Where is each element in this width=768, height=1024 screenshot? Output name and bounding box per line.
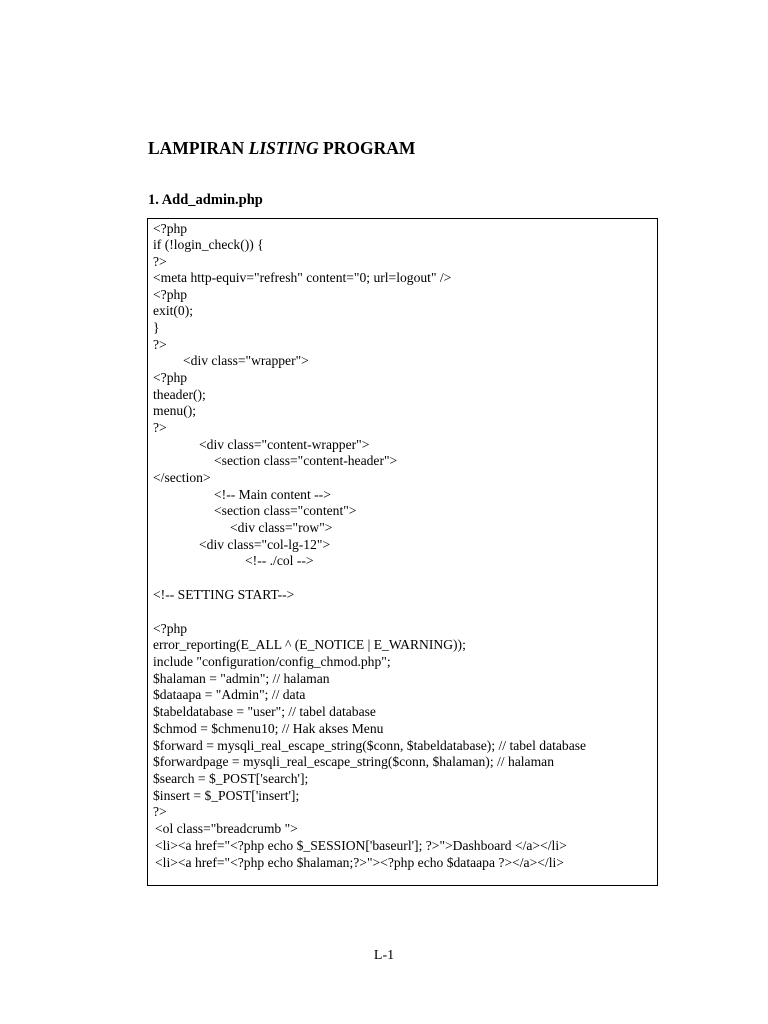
- title-part-1: LAMPIRAN: [148, 138, 249, 158]
- page-title: [148, 138, 415, 159]
- code-line: $halaman = "admin"; // halaman: [153, 671, 330, 686]
- code-line: <div class="row">: [230, 520, 333, 535]
- code-line: <div class="content-wrapper">: [199, 437, 370, 452]
- page-number: L-1: [373, 948, 395, 963]
- code-line: if (!login_check()) {: [153, 237, 264, 252]
- code-line: <!-- SETTING START-->: [153, 587, 295, 602]
- code-line: <!-- ./col -->: [245, 553, 314, 568]
- title-part-2: LISTING: [248, 138, 319, 158]
- code-line: <li><a href="<?php echo $halaman;?>"><?php echo $dataapa ?></a></li>: [155, 855, 564, 870]
- code-line: <?php: [153, 370, 188, 385]
- code-line: ?>: [153, 254, 167, 269]
- code-line: $tabeldatabase = "user"; // tabel database: [153, 704, 376, 719]
- code-line: <section class="content">: [214, 503, 357, 518]
- code-line: </section>: [153, 470, 211, 485]
- code-line: <div class="wrapper">: [183, 353, 309, 368]
- code-line: theader();: [153, 387, 206, 402]
- code-line: error_reporting(E_ALL ^ (E_NOTICE | E_WARNING));: [153, 637, 466, 652]
- code-line: ?>: [153, 804, 167, 819]
- title-part-3: PROGRAM: [318, 138, 416, 158]
- code-listing-box: [147, 218, 658, 886]
- code-line: $chmod = $chmenu10; // Hak akses Menu: [153, 721, 384, 736]
- code-line: ?>: [153, 420, 167, 435]
- code-line: <?php: [153, 621, 188, 636]
- code-line: $insert = $_POST['insert'];: [153, 788, 300, 803]
- code-line: <!-- Main content -->: [214, 487, 331, 502]
- code-line: menu();: [153, 403, 197, 418]
- code-line: exit(0);: [153, 303, 194, 318]
- code-line: <?php: [153, 221, 188, 236]
- code-line: }: [153, 320, 160, 335]
- code-line: $forward = mysqli_real_escape_string($conn, $tabeldatabase); // tabel database: [153, 738, 587, 753]
- section-title: 1. Add_admin.php: [148, 192, 263, 208]
- code-line: <?php: [153, 287, 188, 302]
- code-line: $search = $_POST['search'];: [153, 771, 309, 786]
- code-line: <ol class="breadcrumb ">: [155, 821, 298, 836]
- code-line: <li><a href="<?php echo $_SESSION['baseurl']; ?>">Dashboard </a></li>: [155, 838, 567, 853]
- code-line: ?>: [153, 337, 167, 352]
- code-line: $dataapa = "Admin"; // data: [153, 687, 306, 702]
- code-line: $forwardpage = mysqli_real_escape_string($conn, $halaman); // halaman: [153, 754, 554, 769]
- code-line: <meta http-equiv="refresh" content="0; url=logout" />: [153, 270, 452, 285]
- code-line: <div class="col-lg-12">: [199, 537, 331, 552]
- code-line: include "configuration/config_chmod.php";: [153, 654, 391, 669]
- code-line: <section class="content-header">: [214, 453, 398, 468]
